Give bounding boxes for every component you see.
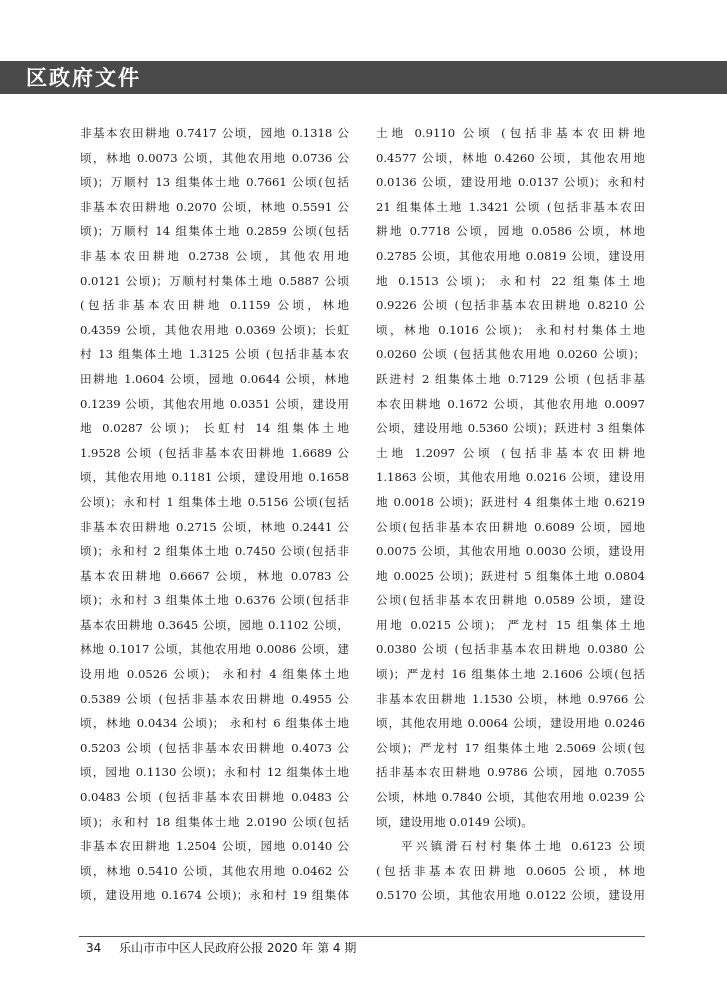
page-number: 34 [86, 941, 102, 955]
text-line: 0.0260 公顷 (包括其他农用地 0.0260 公顷)； [376, 347, 645, 362]
text-line: 公顷，林地 0.7840 公顷，其他农用地 0.0239 公 [376, 790, 645, 805]
text-line: 顷)；万顺村 13 组集体土地 0.7661 公顷(包括 [80, 175, 349, 190]
text-line: 0.5170 公顷，其他农用地 0.0122 公顷，建设用 [376, 888, 645, 903]
text-line: 顷)；永和村 3 组集体土地 0.6376 公顷(包括非 [80, 593, 349, 608]
text-line: 0.1239 公顷，其他农用地 0.0351 公顷，建设用 [80, 396, 349, 411]
text-line: 地 0.0025 公顷)；跃进村 5 组集体土地 0.0804 [376, 568, 645, 583]
footer-divider [79, 936, 645, 937]
publication-title: 乐山市市中区人民政府公报 2020 年 第 4 期 [119, 941, 357, 955]
text-line: 地 0.0287 公顷)； 长虹村 14 组集体土地 [80, 421, 349, 436]
text-line: 顷，林地 0.1016 公顷)； 永和村村集体土地 [376, 322, 645, 337]
text-line: 顷，建设用地 0.1674 公顷)；永和村 19 组集体 [80, 888, 349, 903]
text-line: 公顷)；严龙村 17 组集体土地 2.5069 公顷(包 [376, 740, 645, 755]
section-banner [0, 61, 727, 94]
text-line: 公顷(包括非基本农田耕地 0.0589 公顷，建设 [376, 593, 645, 608]
text-line: 顷，林地 0.0073 公顷，其他农用地 0.0736 公 [80, 150, 349, 165]
text-line: 1.1863 公顷，其他农用地 0.0216 公顷，建设用 [376, 470, 645, 485]
text-line: 耕地 0.7718 公顷，园地 0.0586 公顷，林地 [376, 224, 645, 239]
text-line: 设用地 0.0526 公顷)； 永和村 4 组集体土地 [80, 667, 349, 682]
left-text-column [80, 121, 349, 908]
text-line: 跃进村 2 组集体土地 0.7129 公顷 (包括非基 [376, 371, 645, 386]
text-line: 顷，建设用地 0.0149 公顷)。 [376, 814, 533, 829]
text-line: 顷，林地 0.5410 公顷，其他农用地 0.0462 公 [80, 863, 349, 878]
text-line: 0.0075 公顷，其他农用地 0.0030 公顷，建设用 [376, 544, 645, 559]
text-line: 非基本农田耕地 1.2504 公顷，园地 0.0140 公 [80, 839, 349, 854]
right-text-column [376, 121, 645, 908]
text-line: 21 组集体土地 1.3421 公顷 (包括非基本农田 [376, 199, 645, 214]
text-line: 顷，其他农用地 0.0064 公顷，建设用地 0.0246 [376, 716, 645, 731]
text-line: 0.0380 公顷 (包括非基本农田耕地 0.0380 公 [376, 642, 645, 657]
top-margin [0, 0, 727, 58]
text-line: 0.5203 公顷 (包括非基本农田耕地 0.4073 公 [80, 740, 349, 755]
text-line: 田耕地 1.0604 公顷，园地 0.0644 公顷，林地 [80, 371, 349, 386]
text-line: 1.9528 公顷 (包括非基本农田耕地 1.6689 公 [80, 445, 349, 460]
text-line: 村 13 组集体土地 1.3125 公顷 (包括非基本农 [80, 347, 349, 362]
text-line: 用地 0.0215 公顷)； 严龙村 15 组集体土地 [376, 617, 645, 632]
text-line: 林地 0.1017 公顷，其他农用地 0.0086 公顷，建 [80, 642, 349, 657]
text-line: 公顷(包括非基本农田耕地 0.6089 公顷，园地 [376, 519, 645, 534]
text-line: 非基本农田耕地 0.2070 公顷，林地 0.5591 公 [80, 199, 349, 214]
text-line: 基本农田耕地 0.6667 公顷，林地 0.0783 公 [80, 568, 349, 583]
text-line: 0.4577 公顷，林地 0.4260 公顷，其他农用地 [376, 150, 645, 165]
text-line: 土地 0.9110 公顷 (包括非基本农田耕地 [376, 126, 645, 140]
text-line: 0.4359 公顷，其他农用地 0.0369 公顷)；长虹 [80, 322, 349, 337]
section-title: 区政府文件 [26, 66, 141, 90]
text-line: 顷)；永和村 2 组集体土地 0.7450 公顷(包括非 [80, 544, 349, 559]
text-line: 非基本农田耕地 0.2715 公顷，林地 0.2441 公 [80, 519, 349, 534]
text-line: 非基本农田耕地 1.1530 公顷，林地 0.9766 公 [376, 691, 645, 706]
text-line: 0.9226 公顷 (包括非基本农田耕地 0.8210 公 [376, 298, 645, 313]
text-line: 顷)；永和村 18 组集体土地 2.0190 公顷(包括 [80, 814, 349, 829]
text-line: 顷，园地 0.1130 公顷)；永和村 12 组集体土地 [80, 765, 349, 780]
text-line: 顷)；严龙村 16 组集体土地 2.1606 公顷(包括 [376, 667, 645, 682]
text-line: 非基本农田耕地 0.2738 公顷，其他农用地 [80, 248, 349, 263]
text-line: 地 0.1513 公顷)； 永和村 22 组集体土地 [376, 273, 645, 288]
text-line: 平兴镇滑石村村集体土地 0.6123 公顷 [401, 839, 645, 854]
text-line: 0.0483 公顷 (包括非基本农田耕地 0.0483 公 [80, 790, 349, 805]
text-line: (包括非基本农田耕地 0.1159 公顷，林地 [80, 298, 349, 313]
text-line: 括非基本农田耕地 0.9786 公顷，园地 0.7055 [376, 765, 645, 780]
text-line: 土地 1.2097 公顷 (包括非基本农田耕地 [376, 445, 645, 460]
text-line: 顷，林地 0.0434 公顷)； 永和村 6 组集体土地 [80, 716, 349, 731]
text-line: 顷，其他农用地 0.1181 公顷，建设用地 0.1658 [80, 470, 349, 485]
text-line: 0.2785 公顷，其他农用地 0.0819 公顷，建设用 [376, 248, 645, 263]
text-line: 公顷，建设用地 0.5360 公顷)；跃进村 3 组集体 [376, 421, 645, 436]
text-line: 0.5389 公顷 (包括非基本农田耕地 0.4955 公 [80, 691, 349, 706]
text-line: 公顷)；永和村 1 组集体土地 0.5156 公顷(包括 [80, 494, 349, 509]
text-line: 本农田耕地 0.1672 公顷，其他农用地 0.0097 [376, 396, 645, 411]
page-footer [86, 940, 356, 956]
text-line: 基本农田耕地 0.3645 公顷，园地 0.1102 公顷， [80, 617, 349, 632]
text-line: 0.0121 公顷)；万顺村村集体土地 0.5887 公顷 [80, 273, 349, 288]
text-line: 0.0136 公顷，建设用地 0.0137 公顷)；永和村 [376, 175, 645, 190]
text-line: (包括非基本农田耕地 0.0605 公顷，林地 [376, 863, 645, 878]
text-line: 非基本农田耕地 0.7417 公顷，园地 0.1318 公 [80, 126, 349, 140]
text-line: 地 0.0018 公顷)；跃进村 4 组集体土地 0.6219 [376, 494, 645, 509]
text-line: 顷)；万顺村 14 组集体土地 0.2859 公顷(包括 [80, 224, 349, 239]
